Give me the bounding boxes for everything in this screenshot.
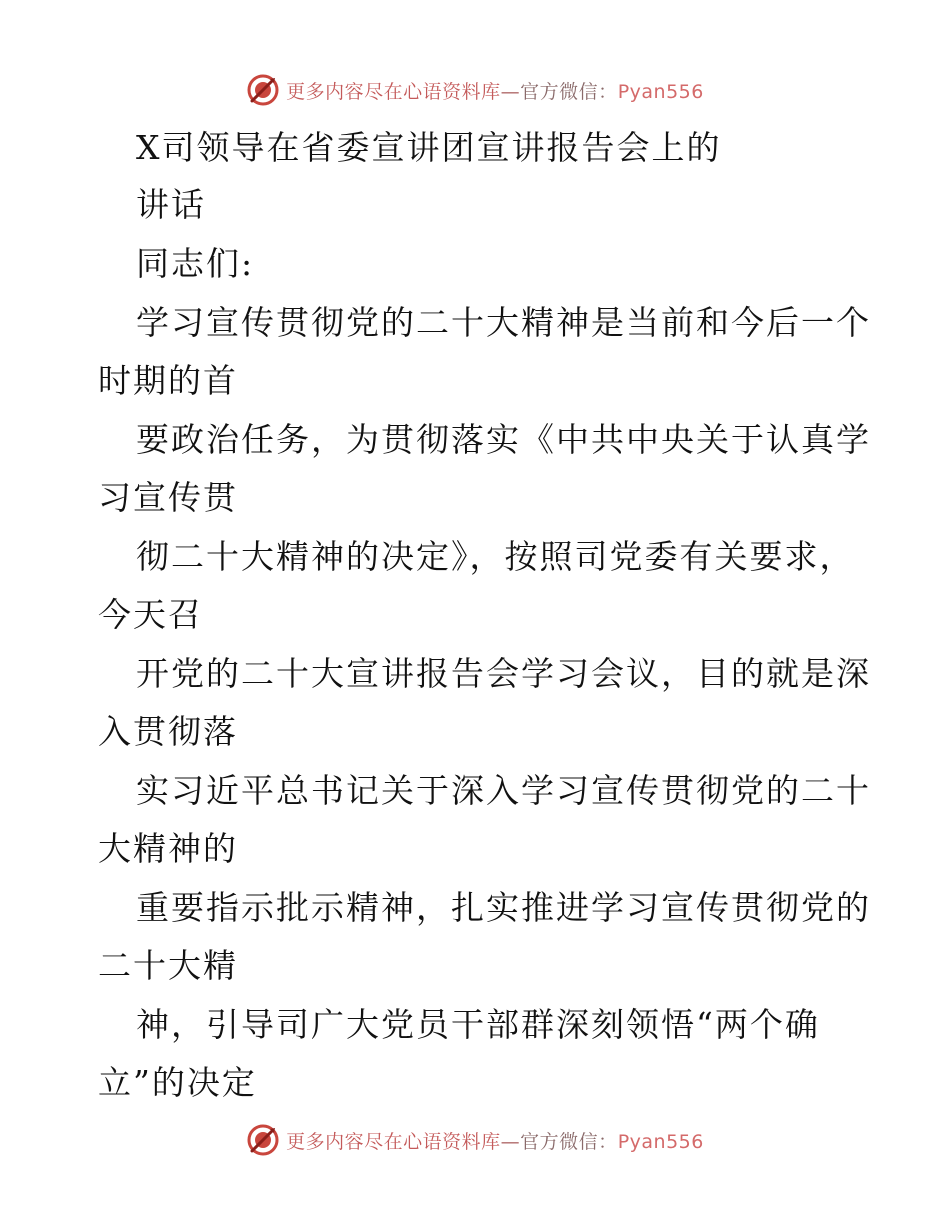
watermark-main: 更多内容尽在心语资料库 [286,80,501,103]
paragraph-line: 学习宣传贯彻党的二十大精神是当前和今后一个 [136,303,871,342]
paragraph-line: 要政治任务，为贯彻落实《中共中央关于认真学 [136,420,871,459]
watermark-wechat-id: Pyan556 [617,80,704,103]
paragraph-line: 实习近平总书记关于深入学习宣传贯彻党的二十 [136,771,871,810]
paragraph-line: 神，引导司广大党员干部群深刻领悟“两个确 [136,1005,820,1044]
watermark-wechat-label: 官方微信： [520,80,618,103]
watermark-wechat-label: 官方微信： [520,1130,618,1153]
paragraph-line: 大精神的 [98,829,238,868]
paragraph-line: 入贯彻落 [98,712,238,751]
watermark-text [286,1127,704,1154]
salutation: 同志们: [136,244,255,283]
paragraph-line: 立”的决定 [98,1063,257,1102]
paragraph-line: 习宣传贯 [98,478,238,517]
pen-logo-icon [246,1123,280,1157]
paragraph-line: 开党的二十大宣讲报告会学习会议，目的就是深 [136,654,871,693]
document-title-line-2: 讲话 [136,185,206,224]
document-title-line-1: X司领导在省委宣讲团宣讲报告会上的 [136,128,722,167]
watermark-main: 更多内容尽在心语资料库 [286,1130,501,1153]
paragraph-line: 二十大精 [98,946,238,985]
paragraph-line: 彻二十大精神的决定》，按照司党委有关要求， [136,537,855,576]
paragraph-line: 今天召 [98,595,203,634]
watermark-dash: — [500,80,521,103]
footer-watermark-banner [0,1120,950,1160]
watermark-wechat-id: Pyan556 [617,1130,704,1153]
paragraph-line: 时期的首 [98,361,238,400]
paragraph-line: 重要指示批示精神，扎实推进学习宣传贯彻党的 [136,888,871,927]
watermark-dash: — [500,1130,521,1153]
